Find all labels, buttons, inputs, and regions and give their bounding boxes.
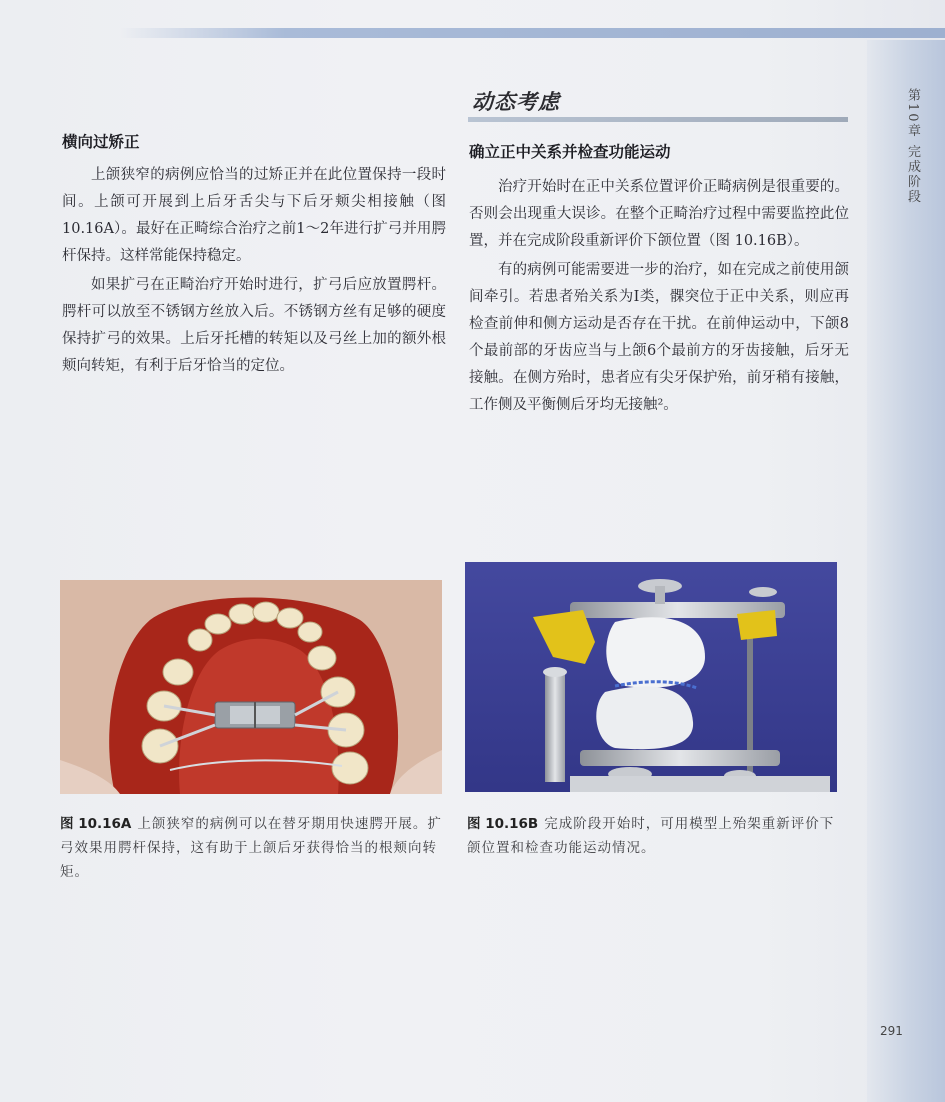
section-title: 动态考虑 bbox=[472, 90, 560, 114]
left-paragraph-2: 如果扩弓在正畸治疗开始时进行，扩弓后应放置腭杆。腭杆可以放至不锈钢方丝放入后。不锈钢方丝有足够的硬度保持扩弓的效果。上后牙托槽的转矩以及弓丝上加的额外根颊向转矩，有利于后牙恰当的定位。 bbox=[62, 277, 446, 374]
left-body bbox=[62, 162, 446, 382]
figure-10-16b-photo bbox=[465, 562, 837, 792]
figure-10-16b-caption-text: 完成阶段开始时，可用模型上殆架重新评价下颌位置和检查功能运动情况。 bbox=[467, 816, 835, 856]
right-paragraph-1: 治疗开始时在正中关系位置评价正畸病例是很重要的。否则会出现重大误诊。在整个正畸治疗过程中需要监控此位置，并在完成阶段重新评价下颌位置（图 10.16B）。 bbox=[469, 179, 849, 249]
chapter-side-tab: 第10章 完成阶段 bbox=[905, 88, 920, 205]
right-paragraph-2: 有的病例可能需要进一步的治疗，如在完成之前使用颌间牵引。若患者殆关系为Ⅰ类，髁突位于正中关系，则应再检查前伸和侧方运动是否存在干扰。在前伸运动中，下颌8个最前部的牙齿应当与上颌6个最前方的牙齿接触，后牙无接触。在侧方殆时，患者应有尖牙保护殆，前牙稍有接触，工作侧及平衡侧后牙均无接触²。 bbox=[469, 262, 849, 413]
top-decorative-rule bbox=[120, 28, 945, 38]
right-heading: 确立正中关系并检查功能运动 bbox=[469, 143, 671, 161]
figure-10-16b-label: 图 10.16B bbox=[467, 816, 539, 832]
section-title-rule bbox=[468, 117, 848, 122]
palatal-expander-illustration bbox=[60, 580, 442, 794]
figure-10-16a-caption-text: 上颌狭窄的病例可以在替牙期用快速腭开展。扩弓效果用腭杆保持，这有助于上颌后牙获得恰当的根颊向转矩。 bbox=[60, 816, 442, 880]
articulator-illustration bbox=[465, 562, 837, 792]
left-heading: 横向过矫正 bbox=[62, 133, 140, 151]
left-paragraph-1: 上颌狭窄的病例应恰当的过矫正并在此位置保持一段时间。上颌可开展到上后牙舌尖与下后牙颊尖相接触（图 10.16A）。最好在正畸综合治疗之前1～2年进行扩弓并用腭杆保持。这样常能保持稳定。 bbox=[62, 167, 446, 264]
figure-10-16a-caption bbox=[60, 812, 444, 884]
figure-10-16a-photo bbox=[60, 580, 442, 794]
right-body bbox=[469, 174, 849, 421]
figure-10-16b-caption bbox=[467, 812, 847, 860]
figure-10-16a-label: 图 10.16A bbox=[60, 816, 132, 832]
page-number: 291 bbox=[880, 1024, 903, 1038]
